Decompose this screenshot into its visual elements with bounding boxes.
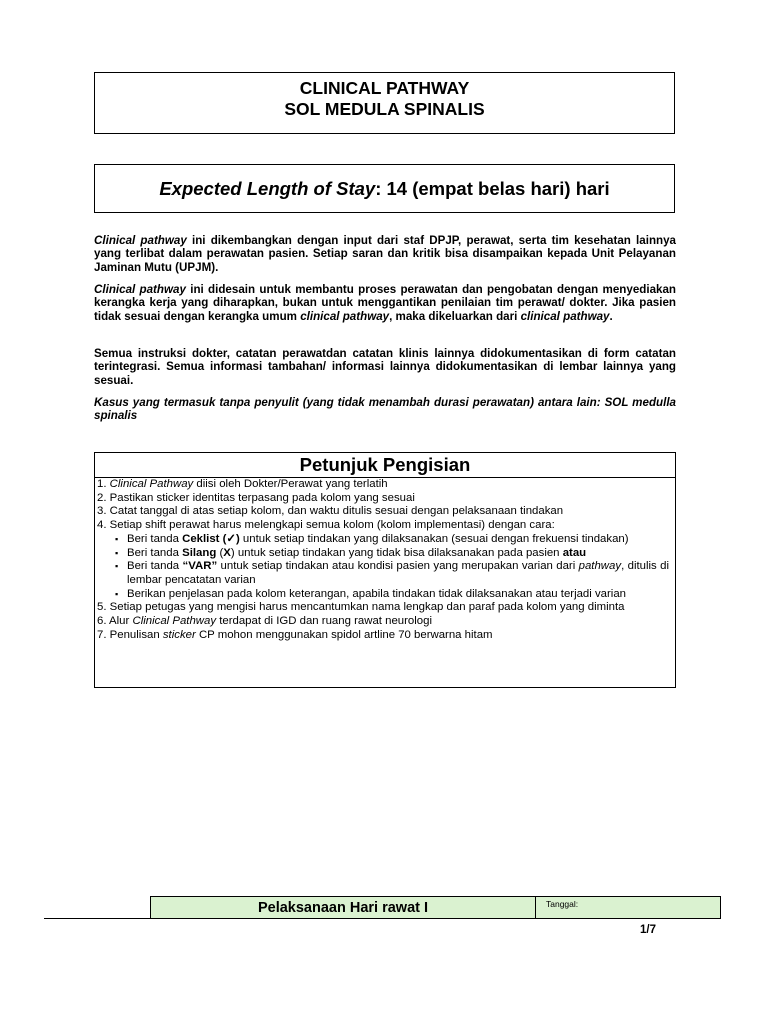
item-number: 7. Penulisan bbox=[97, 628, 163, 641]
bullet-text: Berikan penjelasan pada kolom keterangan, apabila tindakan tidak dilaksanakan atau terjadi varian bbox=[127, 587, 626, 600]
intro-paragraph-3: Semua instruksi dokter, catatan perawatdan catatan klinis lainnya didokumentasikan di form catatan terintegrasi. Semua informasi tambahan/ informasi lainnya didokumentasikan di lembar lainnya yang sesuai. bbox=[94, 347, 676, 387]
item-number: 1. bbox=[97, 478, 110, 490]
item-text: terdapat di IGD dan ruang rawat neurologi bbox=[216, 615, 432, 628]
list-item: 4. Setiap shift perawat harus melengkapi semua kolom (kolom implementasi) dengan cara: bbox=[97, 519, 555, 532]
intro-p2-text: ini didesain untuk membantu proses perawatan dan pengobatan dengan menyediakan kerangka kerja yang diharapkan, bukan untuk menggantikan penilaian tim perawat/ dokter. Jika pasien tidak sesuai dengan kerangka umum bbox=[94, 283, 676, 323]
intro-paragraph-2 bbox=[94, 283, 676, 323]
item-text: diisi oleh Dokter/Perawat yang terlatih bbox=[193, 478, 388, 490]
list-item bbox=[97, 615, 671, 629]
page-number: 1/7 bbox=[640, 924, 656, 936]
bullet-text: untuk setiap tindakan atau kondisi pasien yang merupakan varian dari bbox=[217, 560, 579, 573]
title-box bbox=[94, 72, 675, 134]
intro-p1-em: Clinical pathway bbox=[94, 234, 187, 247]
bullet-item bbox=[97, 588, 671, 602]
intro-p2-em2: clinical pathway bbox=[300, 309, 390, 323]
item-text: CP mohon menggunakan spidol artline 70 berwarna hitam bbox=[195, 628, 493, 641]
bullet-text: ) untuk setiap tindakan yang tidak bisa dilaksanakan pada pasien bbox=[230, 546, 563, 559]
bullet-icon: ▪ bbox=[115, 561, 119, 572]
day-header-row bbox=[150, 896, 721, 919]
intro-paragraph-1 bbox=[94, 234, 676, 274]
item-number: 6. Alur bbox=[97, 615, 133, 628]
bullet-text: Beri tanda bbox=[127, 560, 183, 573]
intro-p2-text2: , maka dikeluarkan dari bbox=[389, 309, 521, 323]
list-item bbox=[97, 629, 671, 643]
length-of-stay-box bbox=[94, 164, 675, 213]
bullet-bold: Silang bbox=[182, 546, 217, 559]
bullet-icon: ▪ bbox=[115, 533, 119, 544]
bullet-bold: X bbox=[223, 546, 231, 559]
los-label: Expected Length of Stay bbox=[159, 178, 376, 199]
intro-p2-em: Clinical pathway bbox=[94, 283, 186, 296]
bullet-text: ( bbox=[216, 546, 224, 559]
date-field-label: Tanggal: bbox=[546, 899, 579, 909]
list-item: 2. Pastikan sticker identitas terpasang pada kolom yang sesuai bbox=[97, 491, 415, 504]
instructions-title: Petunjuk Pengisian bbox=[95, 453, 675, 478]
intro-p4-text: Kasus yang termasuk tanpa penyulit (yang tidak menambah durasi perawatan) antara lain: SOL medulla spinalis bbox=[94, 396, 676, 423]
instructions-box bbox=[94, 452, 676, 688]
bullet-text: , ditulis di lembar pencatatan varian bbox=[127, 560, 670, 586]
bullet-text: Beri tanda bbox=[127, 532, 183, 545]
list-item: 3. Catat tanggal di atas setiap kolom, dan waktu ditulis sesuai dengan pelaksanaan tindakan bbox=[97, 505, 564, 518]
list-item: 5. Setiap petugas yang mengisi harus mencantumkan nama lengkap dan paraf pada kolom yang diminta bbox=[97, 601, 625, 614]
bullet-em: pathway bbox=[578, 560, 622, 573]
day-label: Pelaksanaan Hari rawat I bbox=[151, 897, 536, 918]
bullet-item bbox=[97, 547, 671, 561]
bullet-icon: ▪ bbox=[115, 547, 119, 558]
intro-p2-end: . bbox=[609, 309, 613, 323]
instructions-list bbox=[95, 478, 675, 642]
bullet-bold: Ceklist (✓) bbox=[182, 532, 240, 545]
document-title: CLINICAL PATHWAY bbox=[299, 78, 470, 98]
bullet-bold: atau bbox=[562, 546, 587, 559]
bullet-bold: “VAR” bbox=[182, 560, 218, 573]
intro-p2-em3: clinical pathway bbox=[520, 309, 610, 323]
document-subtitle: SOL MEDULA SPINALIS bbox=[284, 99, 485, 119]
intro-paragraph-4 bbox=[94, 396, 676, 423]
bullet-item bbox=[97, 533, 671, 547]
intro-p1-text: ini dikembangkan dengan input dari staf DPJP, perawat, serta tim kesehatan lainnya yang terlibat dalam perawatan pasien. Setiap saran dan kritik bisa disampaikan kepada Unit Pelayanan Jaminan Mutu (UPJM). bbox=[94, 234, 677, 274]
list-item bbox=[97, 478, 671, 492]
item-em: sticker bbox=[162, 628, 196, 641]
item-em: Clinical Pathway bbox=[132, 615, 217, 628]
bullet-item bbox=[97, 560, 671, 587]
item-em: Clinical Pathway bbox=[109, 478, 194, 490]
bullet-text: untuk setiap tindakan yang dilaksanakan (sesuai dengan frekuensi tindakan) bbox=[239, 532, 629, 545]
bullet-text: Beri tanda bbox=[127, 546, 183, 559]
los-value: : 14 (empat belas hari) hari bbox=[375, 178, 610, 199]
bullet-icon: ▪ bbox=[115, 588, 119, 599]
